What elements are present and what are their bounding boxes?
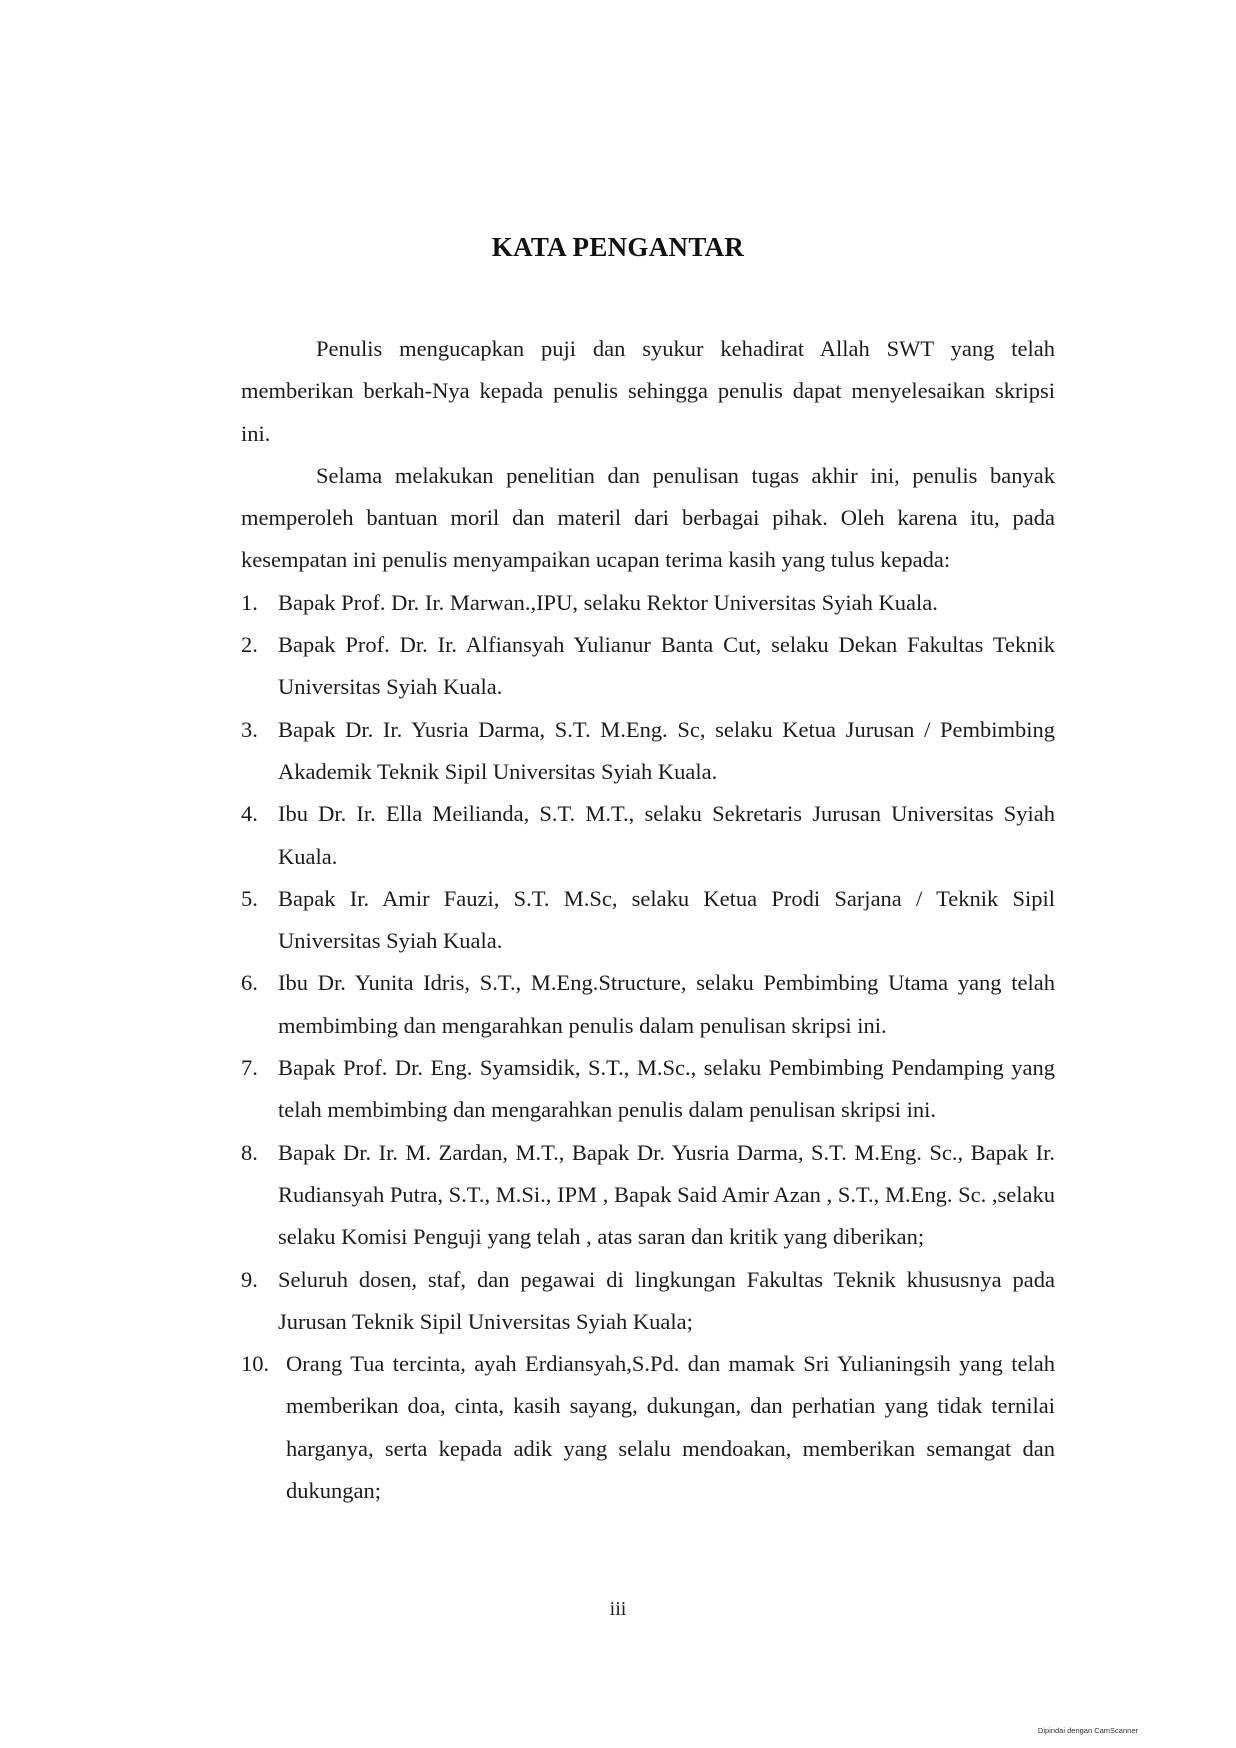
list-item: [241, 878, 1055, 963]
list-text: Bapak Dr. Ir. M. Zardan, M.T., Bapak Dr. Yusria Darma, S.T. M.Eng. Sc., Bapak Ir. Rudiansyah Putra, S.T., M.Si., IPM , Bapak Said Amir Azan , S.T., M.Eng. Sc. ,selaku selaku Komisi Penguji yang telah , atas saran dan kritik yang diberikan;: [278, 1139, 1055, 1250]
list-number: 9.: [241, 1266, 258, 1292]
list-text: Seluruh dosen, staf, dan pegawai di lingkungan Fakultas Teknik khususnya pada Jurusan Teknik Sipil Universitas Syiah Kuala;: [278, 1266, 1055, 1334]
paragraph: Selama melakukan penelitian dan penulisan tugas akhir ini, penulis banyak memperoleh bantuan moril dan materil dari berbagai pihak. Oleh karena itu, pada kesempatan ini penulis menyampaikan ucapan terima kasih yang tulus kepada:: [241, 462, 1055, 573]
list-text: Bapak Prof. Dr. Eng. Syamsidik, S.T., M.Sc., selaku Pembimbing Pendamping yang telah membimbing dan mengarahkan penulis dalam penulisan skripsi ini.: [278, 1055, 1055, 1123]
document-body: [241, 328, 1055, 1512]
page-number: iii: [609, 1598, 627, 1620]
list-item: [241, 624, 1055, 709]
list-number: 10.: [241, 1351, 270, 1377]
list-text: Ibu Dr. Ir. Ella Meilianda, S.T. M.T., selaku Sekretaris Jurusan Universitas Syiah Kuala.: [278, 801, 1055, 869]
list-number: 4.: [241, 801, 258, 827]
list-item: [241, 1132, 1055, 1259]
list-number: 5.: [241, 885, 258, 911]
list-item: [241, 1047, 1055, 1132]
list-text: Bapak Ir. Amir Fauzi, S.T. M.Sc, selaku Ketua Prodi Sarjana / Teknik Sipil Universitas Syiah Kuala.: [278, 885, 1055, 954]
list-text: Ibu Dr. Yunita Idris, S.T., M.Eng.Structure, selaku Pembimbing Utama yang telah membimbing dan mengarahkan penulis dalam penulisan skripsi ini.: [278, 970, 1055, 1038]
page-title: KATA PENGANTAR: [491, 232, 745, 262]
list-item: [241, 962, 1055, 1047]
list-item: [241, 1343, 1055, 1512]
list-number: 1.: [241, 589, 258, 615]
list-number: 8.: [241, 1139, 258, 1165]
list-item: [241, 1259, 1055, 1344]
list-item: [241, 709, 1055, 794]
list-text: Bapak Prof. Dr. Ir. Alfiansyah Yulianur Banta Cut, selaku Dekan Fakultas Teknik Universitas Syiah Kuala.: [278, 632, 1055, 700]
list-number: 7.: [241, 1055, 258, 1081]
paragraph: Penulis mengucapkan puji dan syukur kehadirat Allah SWT yang telah memberikan berkah-Nya kepada penulis sehingga penulis dapat menyelesaikan skripsi ini.: [241, 336, 1055, 446]
list-item: [241, 793, 1055, 878]
list-item: [241, 582, 1055, 624]
acknowledgement-list: [241, 582, 1055, 1513]
list-number: 3.: [241, 716, 258, 742]
list-text: Bapak Dr. Ir. Yusria Darma, S.T. M.Eng. Sc, selaku Ketua Jurusan / Pembimbing Akademik Teknik Sipil Universitas Syiah Kuala.: [278, 716, 1055, 784]
list-number: 2.: [241, 632, 258, 658]
list-text: Bapak Prof. Dr. Ir. Marwan.,IPU, selaku Rektor Universitas Syiah Kuala.: [278, 589, 938, 615]
scanner-watermark: Dipindai dengan CamScanner: [1037, 1726, 1138, 1735]
list-number: 6.: [241, 970, 258, 996]
list-text: Orang Tua tercinta, ayah Erdiansyah,S.Pd. dan mamak Sri Yulianingsih yang telah memberikan doa, cinta, kasih sayang, dukungan, dan perhatian yang tidak ternilai harganya, serta kepada adik yang selalu mendoakan, memberikan semangat dan dukungan;: [286, 1351, 1055, 1504]
